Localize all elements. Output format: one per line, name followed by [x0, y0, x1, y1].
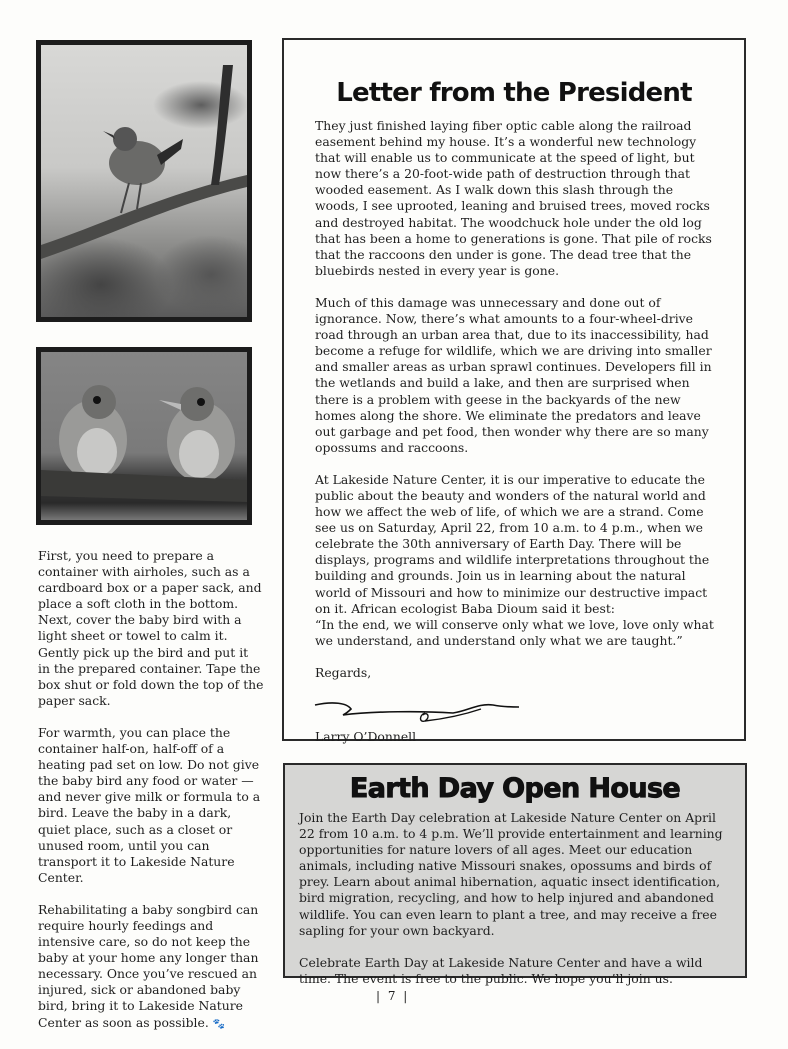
- earth-day-body: [299, 810, 733, 987]
- songbird-image: [41, 45, 247, 317]
- page-number: | 7 |: [376, 989, 410, 1003]
- care-paragraph-1: First, you need to prepare a container with airholes, such as a cardboard box or a paper sack, and place a soft cloth in the bottom. Next, cover the baby bird with a light sheet or towel to calm it. Gently pick up the bird and put it in the prepared container. Tape the box shut or fold down the top of the paper sack.: [38, 548, 264, 708]
- letter-paragraph-2: Much of this damage was unnecessary and done out of ignorance. Now, there’s what amounts to a four-wheel-drive road through an urban area that, due to its inaccessibility, had become a refuge for wildlife, which we are driving into smaller and smaller areas as urban sprawl continues. Developers fill in the wetlands and build a lake, and then are surprised when there is a problem with geese in the backyards of the new homes along the shore. We eliminate the predators and leave out garbage and pet food, then wonder why there are so many opossums and raccoons.: [315, 294, 712, 455]
- letter-quote: “In the end, we will conserve only what we love, love only what we understand, and understand only what we are taught.”: [315, 616, 714, 648]
- letter-title: Letter from the President: [336, 78, 692, 108]
- earth-day-paragraph-2: Celebrate Earth Day at Lakeside Nature Center and have a wild time. The event is free to the public. We hope you’ll join us.: [299, 954, 703, 986]
- president-letter-box: [282, 38, 746, 744]
- care-paragraph-3: [38, 902, 264, 1033]
- care-paragraph-3-text: Rehabilitating a baby songbird can require hourly feedings and intensive care, so do not keep the baby at your home any longer than necessary. Once you’ve rescued an injured, sick or abandoned baby bird, bring it to Lakeside Nature Center as soon as possible.: [38, 901, 259, 1030]
- letter-paragraph-3: At Lakeside Nature Center, it is our imperative to educate the public about the beauty and wonders of the natural world and how we affect the web of life, of which we are a strand. Come see us on Saturday, April 22, from 10 a.m. to 4 p.m., when we celebrate the 30th anniversary of Earth Day. There will be displays, programs and wildlife interpretations throughout the building and grounds. Join us in learning about the natural world of Missouri and how to minimize our destructive impact on it. African ecologist Baba Dioum said it best:: [315, 471, 710, 616]
- earth-day-paragraph-1: Join the Earth Day celebration at Lakeside Nature Center on April 22 from 10 a.m. to 4 p.m. We’ll provide entertainment and learning opportunities for nature lovers of all ages. Meet our education animals, including native Missouri snakes, opossums and birds of prey. Learn about animal hibernation, aquatic insect identification, bird migration, recycling, and how to help injured and abandoned wildlife. You can even learn to plant a tree, and may receive a free sapling for your own backyard.: [299, 810, 723, 938]
- baby-bird-care-article: [38, 548, 264, 1049]
- songbird-photo: [36, 40, 252, 322]
- care-paragraph-2: For warmth, you can place the container half-on, half-off of a heating pad set on low. Do not give the baby bird any food or water — and never give milk or formula to a bird. Leave the baby in a dark, quiet place, such as a closet or unused room, until you can transport it to Lakeside Nature Center.: [38, 724, 261, 885]
- earth-day-title: Earth Day Open House: [349, 773, 681, 804]
- fledglings-image: [41, 352, 247, 520]
- letter-body: [315, 118, 714, 777]
- signer-name: Larry O’Donnell: [315, 729, 417, 744]
- paw-print-icon: 🐾: [212, 1018, 226, 1030]
- fledglings-photo: [36, 347, 252, 525]
- earth-day-box: [283, 763, 747, 986]
- signature-icon: [313, 697, 714, 729]
- letter-paragraph-1: They just finished laying fiber optic cable along the railroad easement behind my house. It’s a wonderful new technology that will enable us to communicate at the speed of light, but now there’s a 20-foot-wide path of destruction through that wooded easement. As I walk down this slash through the woods, I see uprooted, leaning and bruised trees, moved rocks and destroyed habitat. The woodchuck hole under the old log that has been a home to generations is gone. That pile of rocks that the raccoons den under is gone. The dead tree that the bluebirds nested in every year is gone.: [315, 118, 712, 278]
- letter-closing: Regards,: [315, 664, 372, 680]
